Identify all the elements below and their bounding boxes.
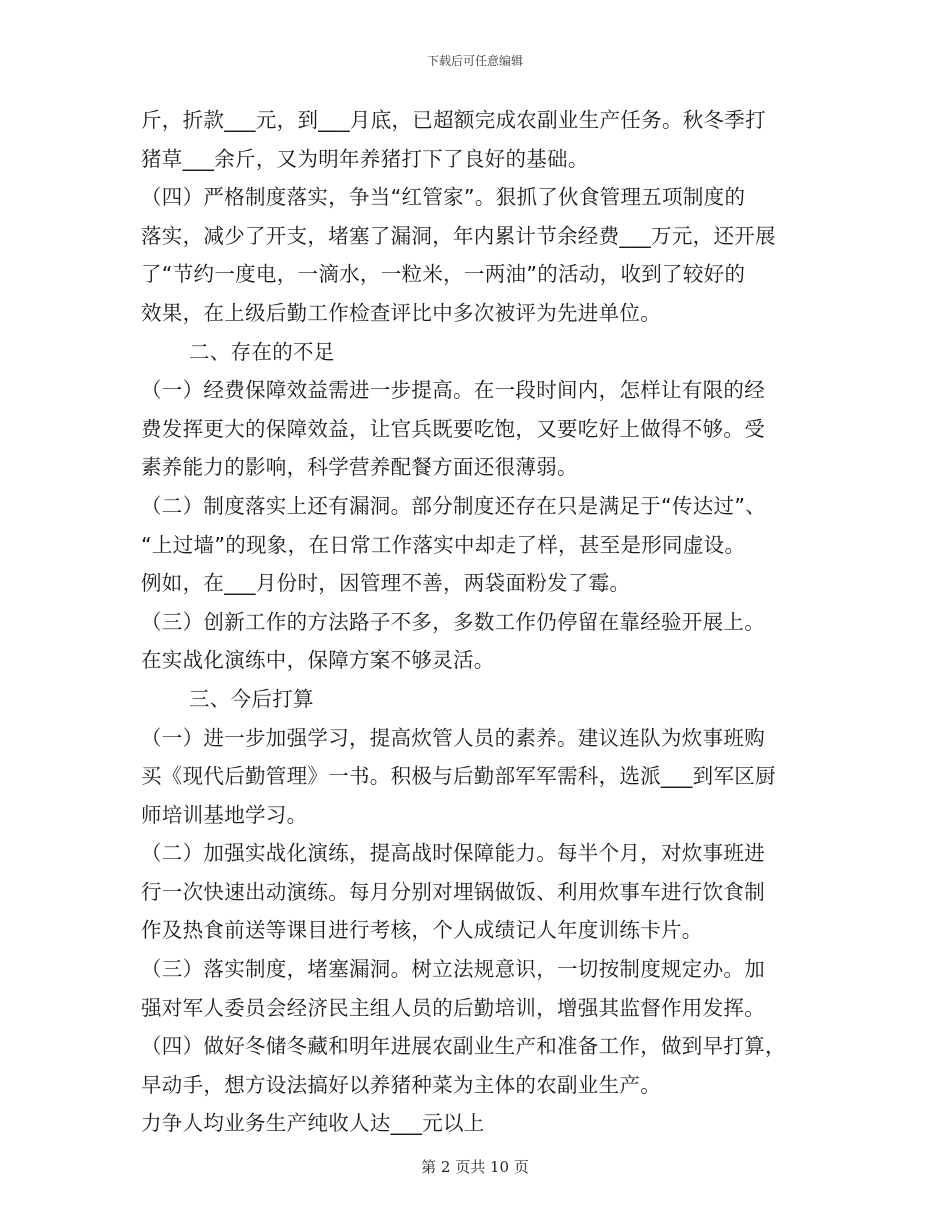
text-line: （二）制度落实上还有漏洞。部分制度还存在只是满足于“传达过”、 [141,493,767,518]
text-line: 作及热食前送等课目进行考核，个人成绩记人年度训练卡片。 [141,918,703,943]
text-line: 在实战化演练中，保障方案不够灵活。 [141,648,495,673]
text-line: 买《现代后勤管理》一书。积极与后勤部军军需科，选派___到军区厨 [141,764,776,789]
page-header: 下载后可任意编辑 [426,54,523,68]
document-body [141,101,821,1143]
text-line: （一）经费保障效益需进一步提高。在一段时间内，怎样让有限的经 [141,378,765,403]
text-line: 师培训基地学习。 [141,802,308,827]
text-line: 行一次快速出动演练。每月分别对埋锅做饭、利用炊事车进行饮食制 [141,879,765,904]
text-line: “上过墙”的现象，在日常工作落实中却走了样，甚至是形同虚设。 [141,532,746,557]
text-line: （一）进一步加强学习，提高炊管人员的素养。建议连队为炊事班购 [141,725,765,750]
text-line: （四）严格制度落实，争当“红管家”。狠抓了伙食管理五项制度的 [141,185,746,210]
text-line: 强对军人委员会经济民主组人员的后勤培训，增强其监督作用发挥。 [141,995,765,1020]
text-line: （三）创新工作的方法路子不多，多数工作仍停留在靠经验开展上。 [141,609,765,634]
text-line: 费发挥更大的保障效益，让官兵既要吃饱，又要吃好上做得不够。受 [141,416,765,441]
text-line: 例如，在___月份时，因管理不善，两袋面粉发了霉。 [141,571,631,596]
page-footer: 第 2 页共 10 页 [421,1158,529,1176]
text-line: 效果，在上级后勤工作检查评比中多次被评为先进单位。 [141,300,661,325]
text-line: 斤，折款___元，到___月底，已超额完成农副业生产任务。秋冬季打 [141,108,766,132]
text-line: 了“节约一度电，一滴水，一粒米，一两油”的活动，收到了较好的 [141,262,746,287]
text-line: （三）落实制度，堵塞漏洞。树立法规意识，一切按制度规定办。加 [141,957,765,982]
section-heading: 二、存在的不足 [189,339,335,364]
text-line: 力争人均业务生产纯收人达___元以上 [141,1111,485,1136]
text-line: （二）加强实战化演练，提高战时保障能力。每半个月，对炊事班进 [141,841,765,866]
text-line: （四）做好冬储冬藏和明年进展农副业生产和准备工作，做到早打算， [141,1034,786,1059]
text-line: 素养能力的影响，科学营养配餐方面还很薄弱。 [141,455,578,480]
text-line: 猪草___余斤，又为明年养猪打下了良好的基础。 [141,146,589,171]
text-line: 早动手，想方设法搞好以养猪种菜为主体的农副业生产。 [141,1072,661,1097]
section-heading: 三、今后打算 [189,686,314,711]
text-line: 落实，减少了开支，堵塞了漏洞，年内累计节余经费___万元，还开展 [141,223,776,248]
